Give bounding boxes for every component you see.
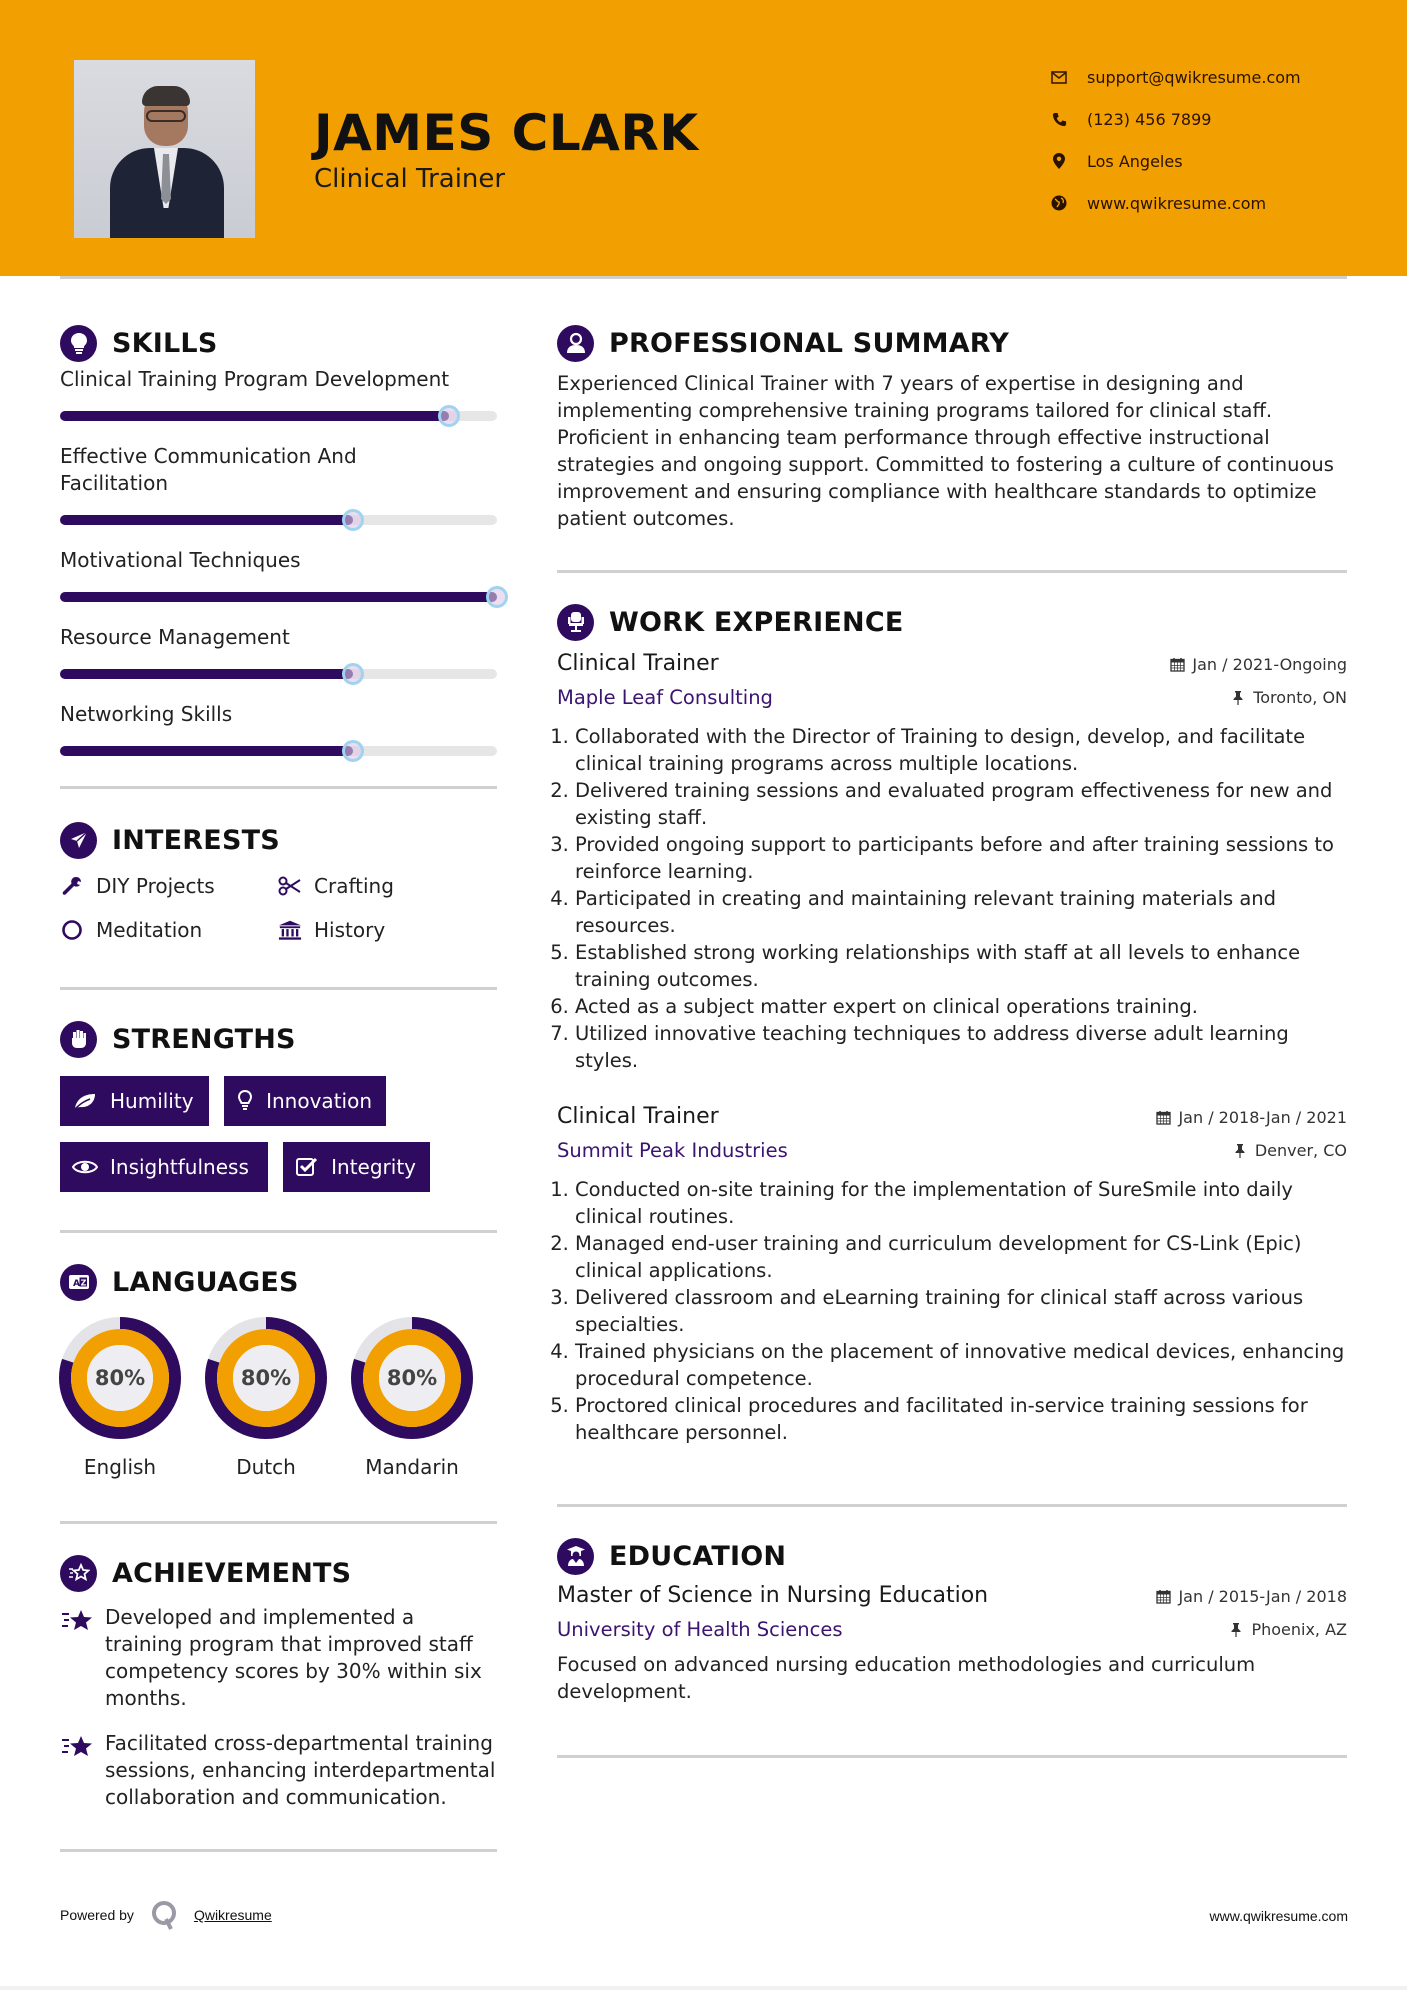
pushpin-icon: [1228, 1622, 1244, 1638]
pushpin-icon: [1232, 1143, 1248, 1159]
job-company: Summit Peak Industries: [557, 1139, 788, 1162]
job-location: Denver, CO: [1232, 1141, 1347, 1160]
skills-section: [60, 324, 497, 756]
interest-item: History: [278, 915, 496, 945]
education-dates: Jan / 2015-Jan / 2018: [1155, 1587, 1347, 1606]
leaf-icon: [72, 1090, 98, 1112]
left-column: [60, 324, 497, 1852]
job-dates: Jan / 2021-Ongoing: [1169, 655, 1347, 674]
section-divider: [60, 1521, 497, 1524]
profile-photo: [74, 60, 255, 238]
strength-tag: Insightfulness: [60, 1142, 268, 1192]
shooting-star-icon: [60, 1734, 94, 1811]
chair-icon: [557, 604, 594, 641]
achievement-item: Facilitated cross-departmental training sessions, enhancing interdepartmental collaboration and communication.: [60, 1730, 497, 1811]
degree: Master of Science in Nursing Education: [557, 1583, 989, 1608]
check-square-icon: [295, 1156, 319, 1178]
skill-item: Motivational Techniques: [60, 547, 497, 602]
interests-section: [60, 821, 497, 945]
language-progress-ring: 80%: [59, 1317, 181, 1439]
calendar-icon: [1169, 657, 1185, 673]
bank-icon: [278, 918, 302, 942]
fist-icon: [60, 1021, 97, 1058]
header-divider: [60, 276, 1347, 279]
candidate-name: JAMES CLARK: [314, 104, 699, 162]
job-company: Maple Leaf Consulting: [557, 686, 773, 709]
powered-by: Powered by Qwikresume: [60, 1900, 272, 1930]
strength-tag: Humility: [60, 1076, 209, 1126]
section-title: WORK EXPERIENCE: [609, 606, 904, 638]
skill-item: Resource Management: [60, 624, 497, 679]
eye-icon: [72, 1156, 98, 1178]
school: University of Health Sciences: [557, 1618, 843, 1641]
pushpin-icon: [1230, 690, 1246, 706]
footer-website[interactable]: www.qwikresume.com: [1209, 1908, 1348, 1924]
contact-phone-text: (123) 456 7899: [1087, 109, 1212, 129]
skill-bar: [60, 515, 497, 525]
scissors-icon: [278, 874, 302, 898]
experience-section: [557, 603, 1347, 1446]
interest-item: Meditation: [60, 915, 278, 945]
language-item: 80% Dutch: [193, 1317, 339, 1479]
section-divider: [60, 987, 497, 990]
skill-bar: [60, 411, 497, 421]
contact-email[interactable]: [1048, 56, 1301, 98]
strength-tag: Integrity: [283, 1142, 430, 1192]
skill-item: Clinical Training Program Development: [60, 366, 497, 421]
wrench-icon: [60, 874, 84, 898]
envelope-icon: [1048, 66, 1070, 88]
job-location: Toronto, ON: [1230, 688, 1347, 707]
strengths-section: [60, 1020, 497, 1192]
section-divider: [557, 1504, 1347, 1507]
job-dates: Jan / 2018-Jan / 2021: [1155, 1108, 1347, 1127]
summary-section: [557, 324, 1347, 532]
education-section: [557, 1537, 1347, 1705]
job-title: Clinical Trainer: [557, 1104, 719, 1129]
map-marker-icon: [1048, 150, 1070, 172]
section-title: EDUCATION: [609, 1540, 787, 1572]
language-progress-ring: 80%: [351, 1317, 473, 1439]
interest-item: DIY Projects: [60, 871, 278, 901]
section-title: INTERESTS: [112, 824, 280, 856]
contact-website[interactable]: [1048, 182, 1301, 224]
qwikresume-link[interactable]: Qwikresume: [193, 1907, 272, 1923]
language-progress-ring: 80%: [205, 1317, 327, 1439]
language-icon: [60, 1264, 97, 1301]
summary-text: Experienced Clinical Trainer with 7 years of expertise in designing and implementing comprehensive training programs tailored for clinical staff. Proficient in enhancing team performance through effective instructional strategies and ongoing support. Committed to fostering a culture of continuous improvement and ensuring compliance with healthcare standards to optimize patient outcomes.: [557, 372, 1334, 530]
user-icon: [557, 325, 594, 362]
qwikresume-logo-icon: [150, 1900, 180, 1930]
contact-location-text: Los Angeles: [1087, 151, 1183, 171]
skill-bar: [60, 746, 497, 756]
education-description: Focused on advanced nursing education methodologies and curriculum development.: [557, 1653, 1256, 1703]
globe-icon: [1048, 192, 1070, 214]
candidate-title: Clinical Trainer: [314, 164, 506, 194]
contact-list: [1048, 56, 1301, 224]
education-entry: [557, 1583, 1347, 1705]
language-item: 80% Mandarin: [339, 1317, 485, 1479]
achievements-section: [60, 1554, 497, 1811]
svg-text:A: A: [72, 1279, 80, 1289]
contact-email-text: support@qwikresume.com: [1087, 67, 1301, 87]
graduate-icon: [557, 1538, 594, 1575]
right-column: [557, 324, 1347, 1758]
svg-text:Z: Z: [80, 1278, 86, 1288]
section-title: SKILLS: [112, 327, 218, 359]
skill-bar: [60, 592, 497, 602]
lightbulb-icon: [236, 1090, 254, 1112]
contact-website-text: www.qwikresume.com: [1087, 193, 1267, 213]
job-title: Clinical Trainer: [557, 651, 719, 676]
skill-bar: [60, 669, 497, 679]
section-title: PROFESSIONAL SUMMARY: [609, 327, 1010, 359]
circle-icon: [60, 918, 84, 942]
interest-item: Crafting: [278, 871, 496, 901]
skill-item: Effective Communication And Facilitation: [60, 443, 497, 525]
job-entry: [557, 1104, 1347, 1446]
section-divider: [60, 786, 497, 789]
contact-phone[interactable]: [1048, 98, 1301, 140]
job-bullets: 1. Conducted on-site training for the implementation of SureSmile into daily clinical routines. 2. Managed end-user training and curriculum development for CS-Link (Epic) clinical applications. 3. Delivered classroom and eLearning training for clinical staff across various specialties. 4. Trained physicians on the placement of innovative medical devices, enhancing procedural competence. 5. Proctored clinical procedures and facilitated in-service training sessions for healthcare personnel.: [557, 1176, 1347, 1446]
star-badge-icon: [60, 1555, 97, 1592]
section-divider: [60, 1849, 497, 1852]
page-bottom-bar: [0, 1986, 1407, 1990]
section-title: ACHIEVEMENTS: [112, 1557, 352, 1589]
resume-header: [0, 0, 1407, 276]
section-divider: [60, 1230, 497, 1233]
lightbulb-icon: [60, 325, 97, 362]
calendar-icon: [1155, 1110, 1171, 1126]
job-bullets: 1. Collaborated with the Director of Training to design, develop, and facilitate clinical training programs across multiple locations. 2. Delivered training sessions and evaluated program effectiveness for new and existing staff. 3. Provided ongoing support to participants before and after training sessions to reinforce learning. 4. Participated in creating and maintaining relevant training materials and resources. 5. Established strong working relationships with staff at all levels to enhance training outcomes. 6. Acted as a subject matter expert on clinical operations training. 7. Utilized innovative teaching techniques to address diverse adult learning styles.: [557, 723, 1347, 1074]
strength-tag: Innovation: [224, 1076, 386, 1126]
job-entry: [557, 651, 1347, 1074]
contact-location: [1048, 140, 1301, 182]
education-location: Phoenix, AZ: [1228, 1620, 1347, 1639]
language-item: 80% English: [47, 1317, 193, 1479]
paper-plane-icon: [60, 822, 97, 859]
section-title: STRENGTHS: [112, 1023, 296, 1055]
phone-icon: [1048, 108, 1070, 130]
calendar-icon: [1155, 1589, 1171, 1605]
shooting-star-icon: [60, 1608, 94, 1712]
section-divider: [557, 570, 1347, 573]
skill-item: Networking Skills: [60, 701, 497, 756]
section-title: LANGUAGES: [112, 1266, 299, 1298]
achievement-item: Developed and implemented a training program that improved staff competency scores by 30% within six months.: [60, 1604, 497, 1712]
languages-section: [60, 1263, 497, 1479]
section-divider: [557, 1755, 1347, 1758]
